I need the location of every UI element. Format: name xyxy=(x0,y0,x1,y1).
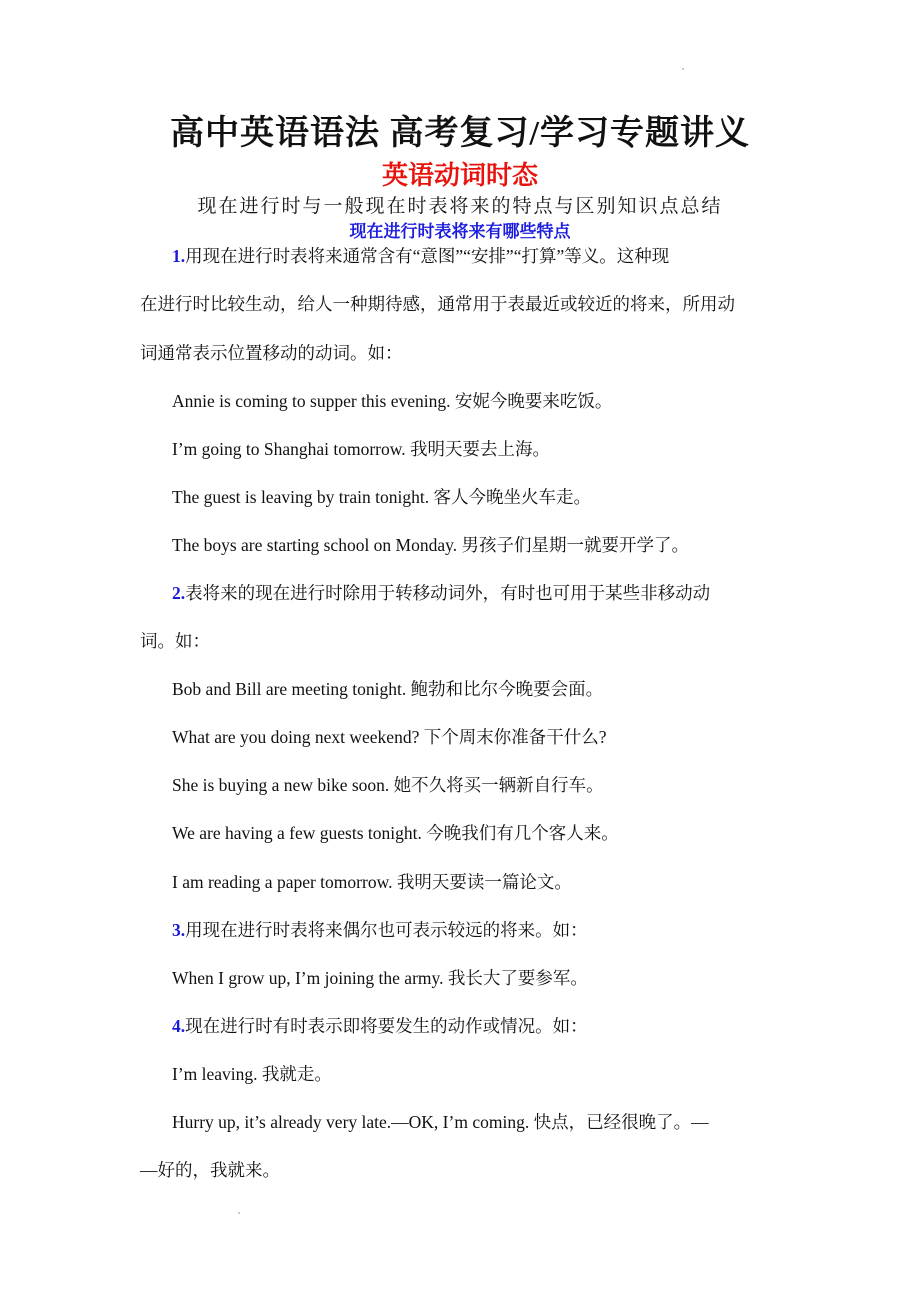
point-number: 1. xyxy=(172,246,186,266)
example-sentence: Bob and Bill are meeting tonight. 鲍勃和比尔今晚要会面。 xyxy=(172,679,604,699)
point-number: 3. xyxy=(172,920,186,940)
point-text: 用现在进行时表将来通常含有“意图”“安排”“打算”等义。这种现 xyxy=(185,246,670,266)
example-sentence-continuation: —好的，我就来。 xyxy=(140,1160,280,1180)
section-heading: 现在进行时表将来有哪些特点 xyxy=(349,222,571,241)
example-sentence: What are you doing next weekend? 下个周末你准备干什么? xyxy=(172,727,607,747)
example-sentence: The guest is leaving by train tonight. 客人今晚坐火车走。 xyxy=(172,487,591,507)
topic-heading: 英语动词时态 xyxy=(381,160,538,190)
point-3-line-1 xyxy=(172,917,588,943)
example-sentence: I am reading a paper tomorrow. 我明天要读一篇论文。 xyxy=(172,872,572,892)
example-sentence: When I grow up, I’m joining the army. 我长大了要参军。 xyxy=(172,968,588,988)
example-sentence: I’m leaving. 我就走。 xyxy=(172,1064,332,1084)
example-sentence: Annie is coming to supper this evening. 安妮今晚要来吃饭。 xyxy=(172,391,613,411)
point-4-line-1 xyxy=(172,1013,588,1039)
example-sentence: Hurry up, it’s already very late.—OK, I’m coming. 快点，已经很晚了。— xyxy=(172,1112,709,1132)
point-2-line-1 xyxy=(172,580,710,606)
point-text: 表将来的现在进行时除用于转移动词外，有时也可用于某些非移动动 xyxy=(185,583,711,603)
point-text: 现在进行时有时表示即将要发生的动作或情况。如： xyxy=(185,1016,588,1036)
point-text: 用现在进行时表将来偶尔也可表示较远的将来。如： xyxy=(185,920,588,940)
point-number: 4. xyxy=(172,1016,186,1036)
example-sentence: I’m going to Shanghai tomorrow. 我明天要去上海。 xyxy=(172,439,551,459)
point-2-line-2: 词。如： xyxy=(140,631,210,651)
subtitle: 现在进行时与一般现在时表将来的特点与区别知识点总结 xyxy=(197,196,723,217)
point-1-line-2: 在进行时比较生动，给人一种期待感，通常用于表最近或较近的将来，所用动 xyxy=(140,294,735,314)
example-sentence: She is buying a new bike soon. 她不久将买一辆新自行车。 xyxy=(172,775,604,795)
example-sentence: We are having a few guests tonight. 今晚我们有几个客人来。 xyxy=(172,823,619,843)
point-1-line-1 xyxy=(172,243,669,269)
example-sentence: The boys are starting school on Monday. 男孩子们星期一就要开学了。 xyxy=(172,535,690,555)
point-1-line-3: 词通常表示位置移动的动词。如： xyxy=(140,343,403,363)
scan-speck xyxy=(682,68,684,70)
point-number: 2. xyxy=(172,583,186,603)
scan-speck xyxy=(238,1212,240,1214)
document-title: 高中英语语法 高考复习/学习专题讲义 xyxy=(170,115,750,152)
